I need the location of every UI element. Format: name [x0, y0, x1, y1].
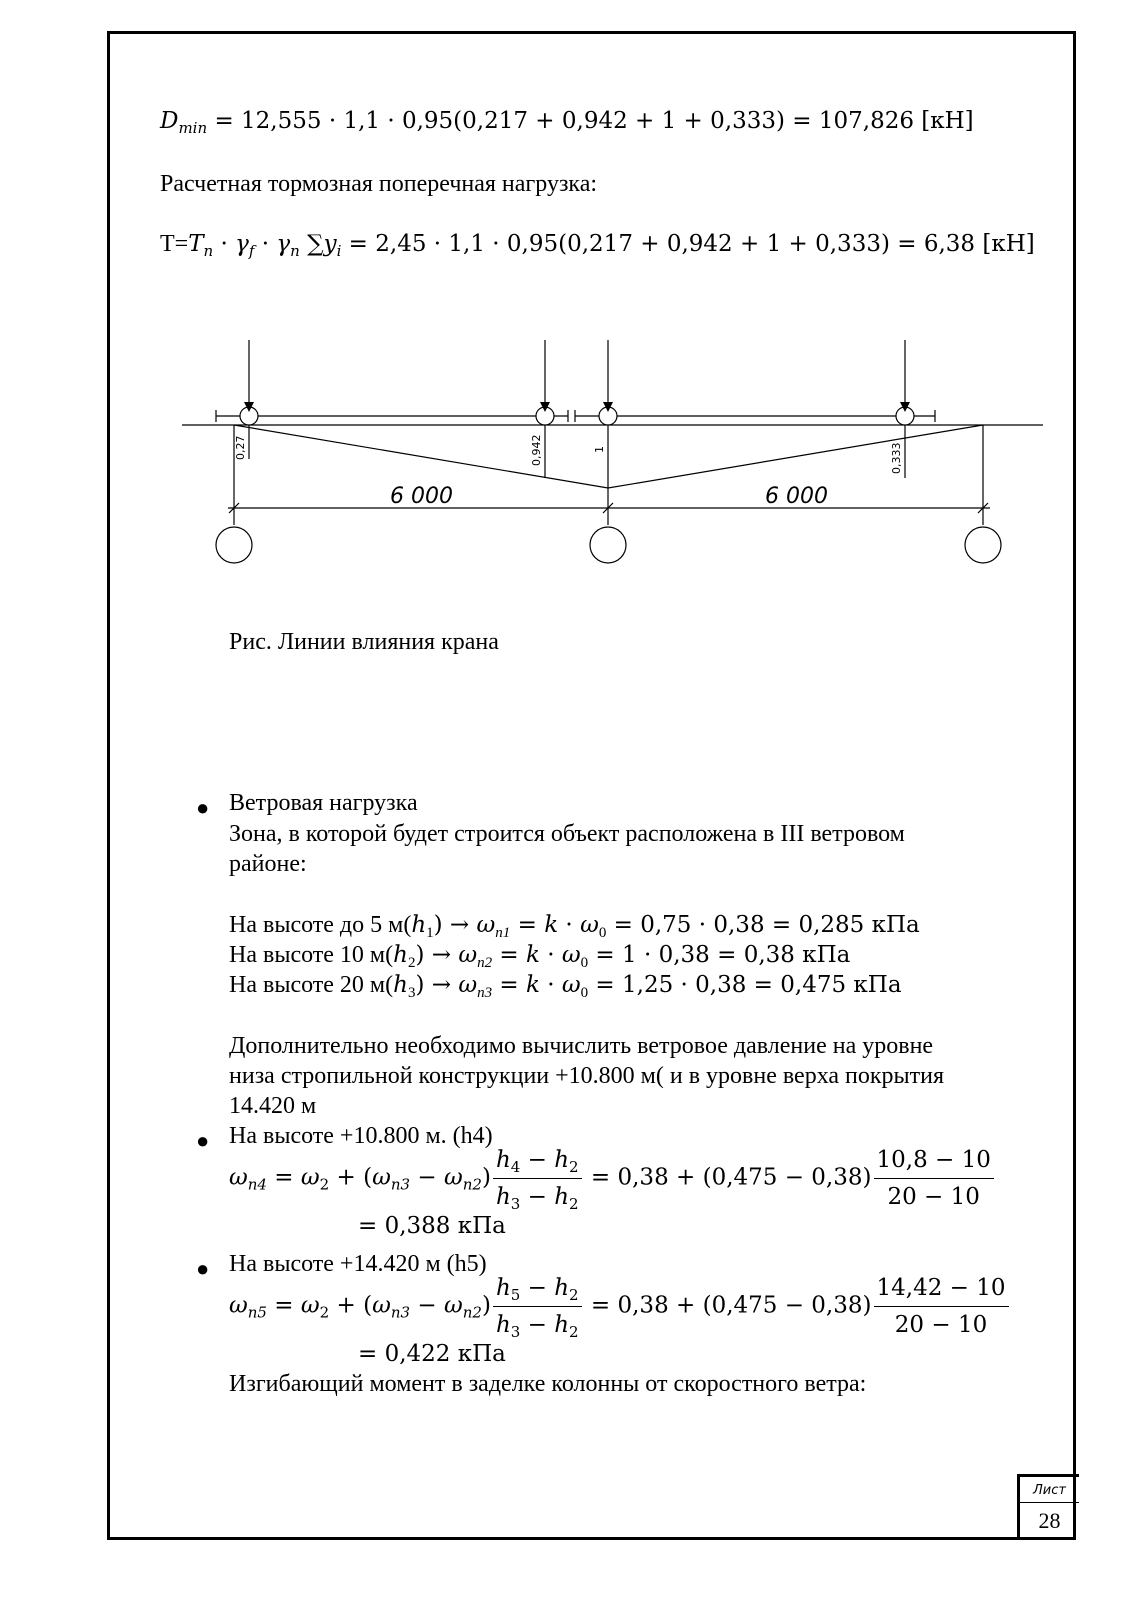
extra-text-line-2: низа стропильной конструкции +10.800 м( и в уровне верха покрытия: [229, 1063, 945, 1089]
column-circle-2: [590, 527, 626, 563]
extra-text-line-1: Дополнительно необходимо вычислить ветровое давление на уровне: [229, 1033, 934, 1059]
sheet-label: Лист: [1020, 1477, 1079, 1503]
ordinate-label-2: 0,942: [530, 434, 543, 466]
dmin-expression: = 12,555 · 1,1 · 0,95(0,217 + 0,942 + 1 + 0,333) = 107,826 [кН]: [207, 108, 974, 134]
h5-formula: $\omega_{n5} = \omega_2 + (\omega_{n3} - \omega_{n2})$ $\frac{h_5 - h_2}{h_3 - h_2}$ = 0,38 + (0,475 − 0,38) $\frac{14,42 - 10}{20 - 10}$: [229, 1272, 1011, 1341]
dmin-formula: $D_{min} = 12,555 \cdot 1,1 \cdot 0,95(0,217 + 0,942 + 1 + 0,333) = 107,826$ [кН]: [160, 108, 974, 137]
h5-result: = 0,422 кПа: [358, 1341, 506, 1367]
extra-text-line-3: 14.420 м: [229, 1093, 317, 1119]
wind-bullet-title: Ветровая нагрузка: [229, 790, 418, 816]
figure-caption: Рис. Линии влияния крана: [229, 629, 499, 655]
span-label-2: 6 000: [765, 484, 828, 509]
h5-title: На высоте +14.420 м (h5): [229, 1251, 487, 1277]
wind-height-row-3: На высоте 20 $м(h_3) \to \omega_{n3} = k \cdot \omega_0 = 1,25 \cdot 0,38 = 0,475$ кПа: [229, 972, 902, 1001]
t-expression: = 2,45 · 1,1 · 0,95(0,217 + 0,942 + 1 + 0,333) = 6,38 [кН]: [341, 231, 1035, 257]
wind-zone-line-1: Зона, в которой будет строится объект расположена в III ветровом: [229, 821, 905, 847]
crane-influence-diagram: [0, 0, 1132, 600]
h4-formula: $\omega_{n4} = \omega_2 + (\omega_{n3} - \omega_{n2})$ $\frac{h_4 - h_2}{h_3 - h_2}$ = 0,38 + (0,475 − 0,38) $\frac{10,8 - 10}{20 - 10}$: [229, 1144, 996, 1213]
bullet-icon: ●: [196, 1128, 210, 1153]
wind-height-row-2: На высоте 10 $м(h_2) \to \omega_{n2} = k \cdot \omega_0 = 1 \cdot 0,38 = 0,38$ кПа: [229, 942, 851, 971]
ordinate-label-1: 0,27: [234, 435, 247, 460]
wind-zone-line-2: районе:: [229, 851, 307, 877]
sheet-stamp: [1017, 1474, 1079, 1540]
wind-height-row-1: На высоте до 5 $м(h_1) \to \omega_{n1} = k \cdot \omega_0 = 0,75 \cdot 0,38 = 0,285$ кПа: [229, 912, 920, 941]
column-circle-3: [965, 527, 1001, 563]
h4-result: = 0,388 кПа: [358, 1213, 506, 1239]
bullet-icon: ●: [196, 1256, 210, 1281]
dmin-symbol: D: [160, 108, 179, 134]
ordinate-label-3: 1: [593, 446, 606, 453]
t-formula: $T=T_n \cdot \gamma_f \cdot \gamma_n$ $\sum y_i = 2,45 \cdot 1,1 \cdot 0,95(0,217 + 0,942 + 1 + 0,333) = 6,38$ [кН]: [160, 231, 1035, 260]
h4-title: На высоте +10.800 м. (h4): [229, 1123, 493, 1149]
sheet-number: 28: [1038, 1508, 1061, 1533]
braking-heading: Расчетная тормозная поперечная нагрузка:: [160, 171, 598, 197]
span-label-1: 6 000: [390, 484, 453, 509]
bullet-icon: ●: [196, 795, 210, 820]
ordinate-label-4: 0,333: [890, 442, 903, 474]
moment-line: Изгибающий момент в заделке колонны от скоростного ветра:: [229, 1371, 867, 1397]
column-circle-1: [216, 527, 252, 563]
